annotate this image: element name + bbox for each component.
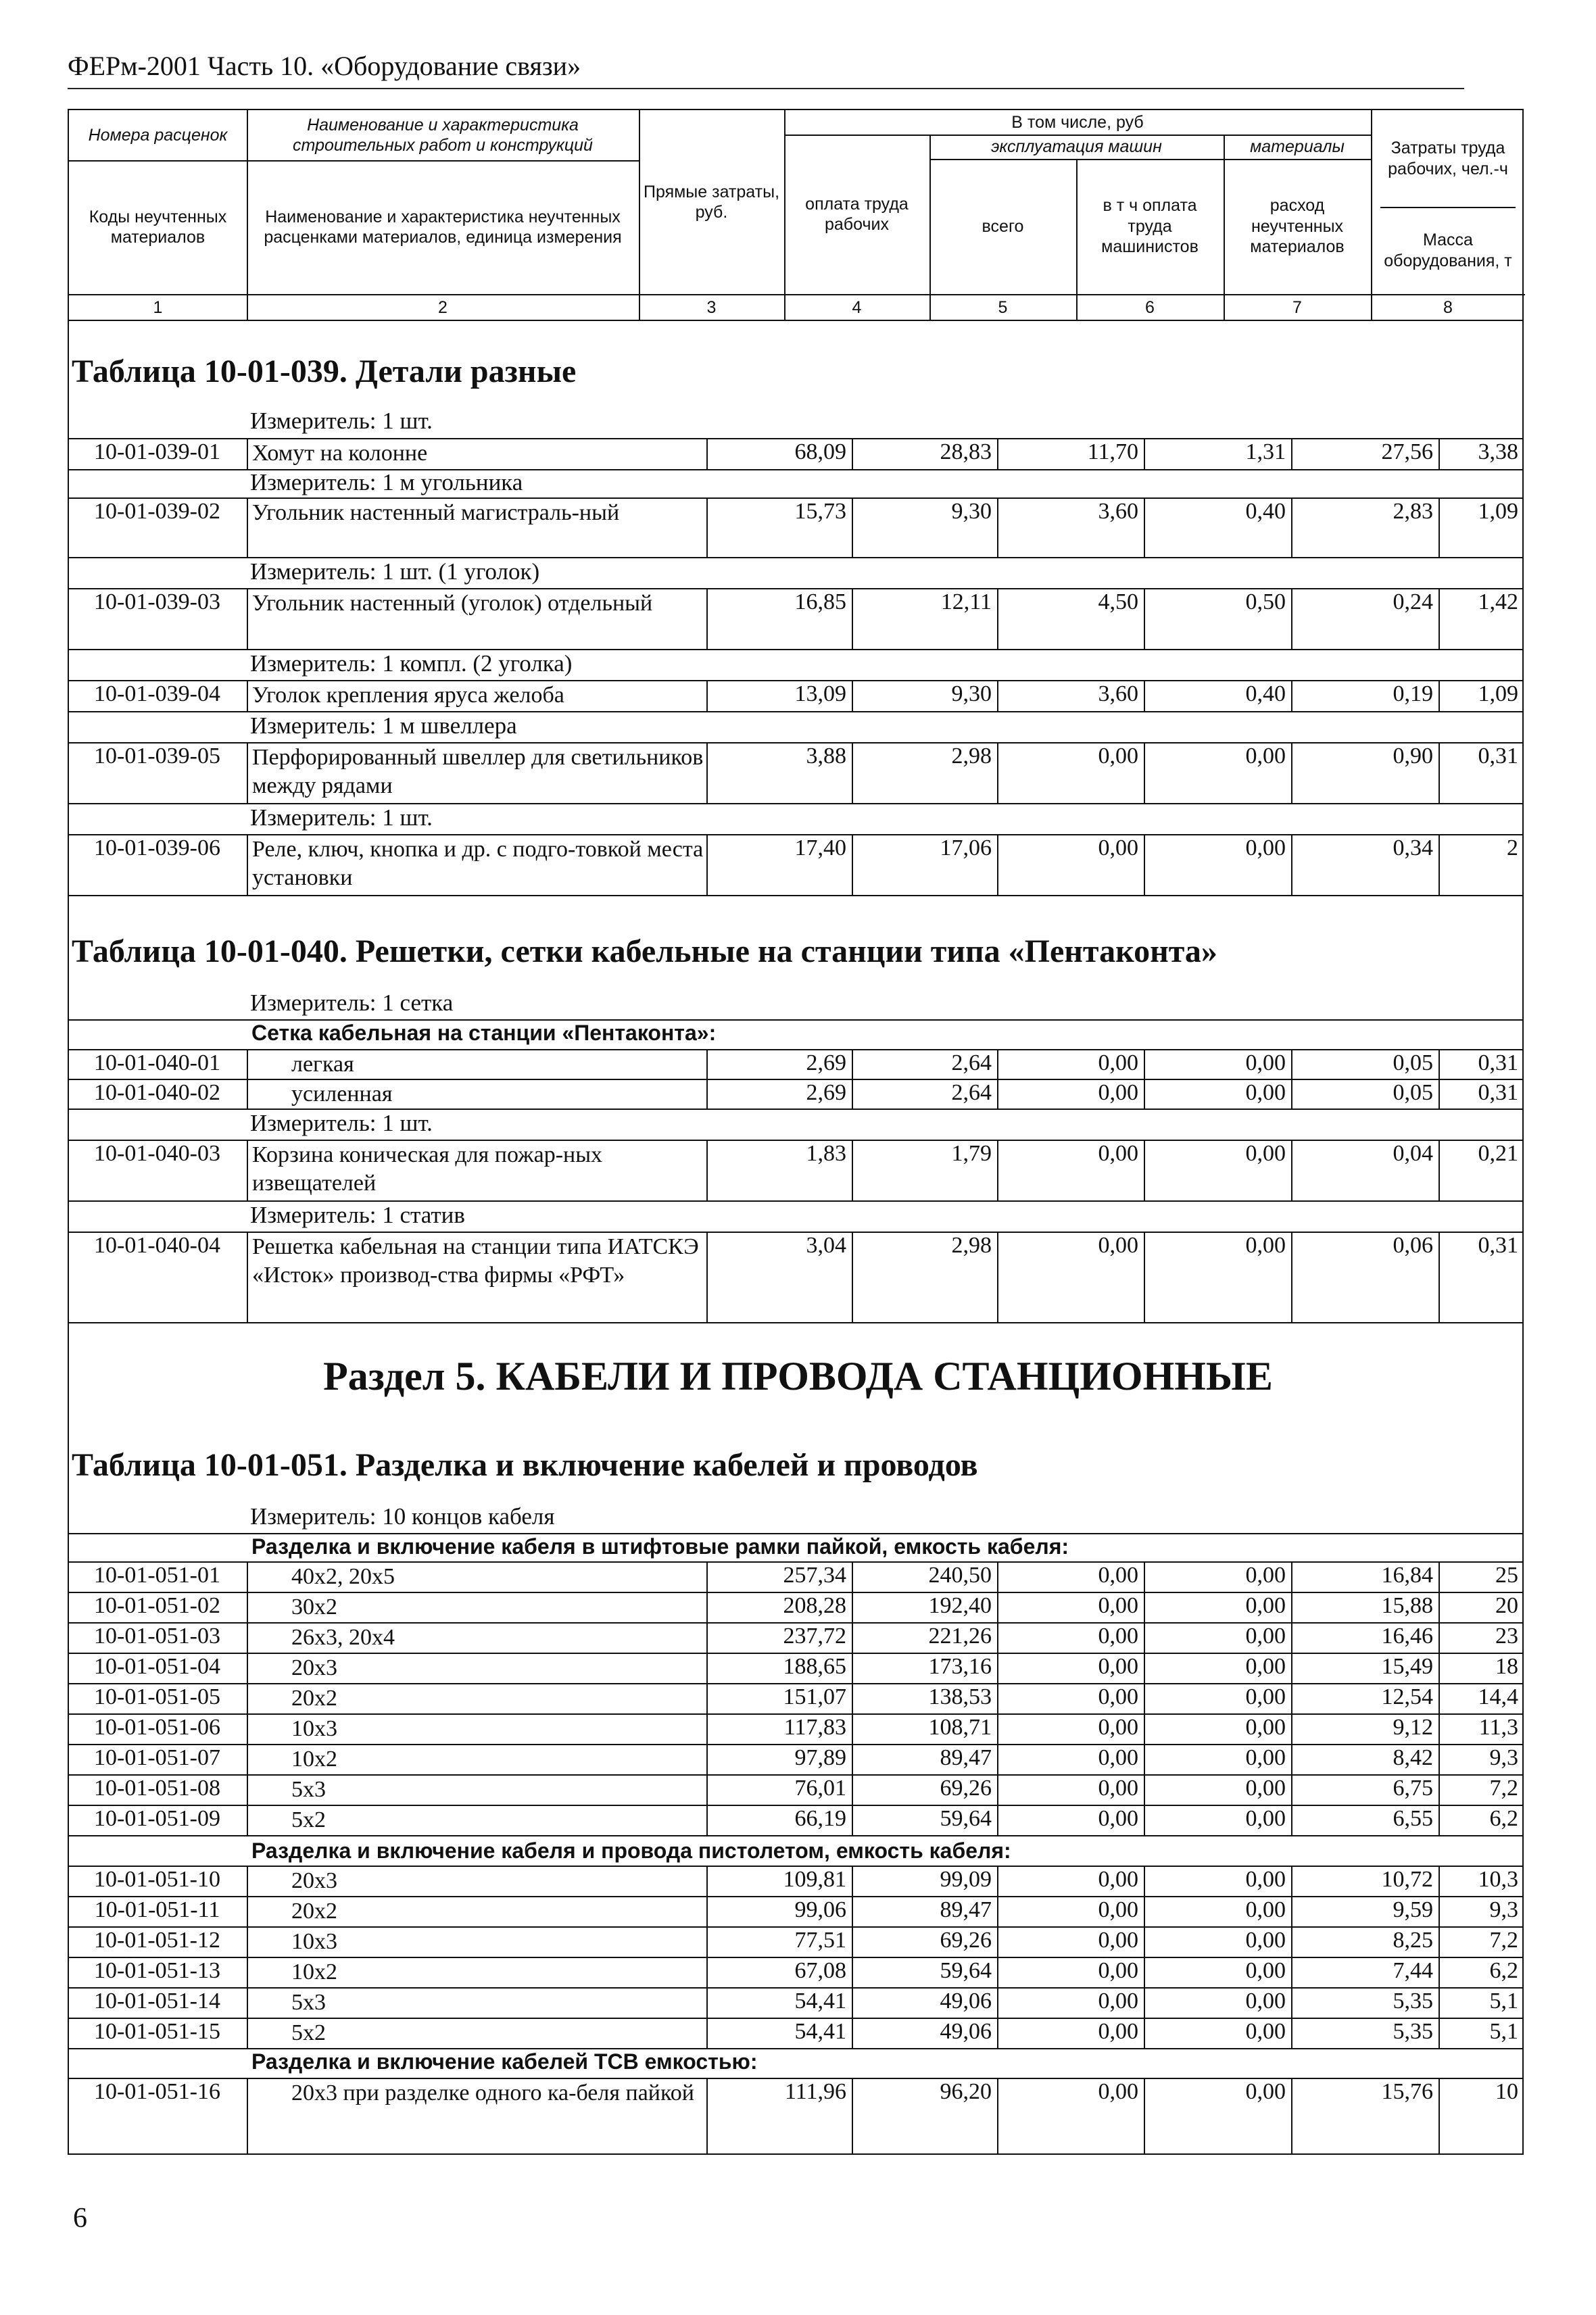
labor-pay-value: 2,98 [852, 1232, 997, 1322]
table-title: Таблица 10-01-051. Разделка и включение кабелей и проводов [72, 1447, 978, 1483]
direct-costs-value: 257,34 [706, 1561, 852, 1592]
rate-name: 20х2 [247, 1683, 706, 1713]
table-row [68, 1926, 1524, 1957]
header-work-name: Наименование и характеристика строительных работ и конструкций [293, 115, 593, 155]
unit-label: Измеритель: 10 концов кабеля [250, 1503, 555, 1530]
machines-value: 0,00 [997, 1140, 1144, 1200]
machines-value: 0,00 [997, 1232, 1144, 1322]
labor-pay-value: 59,64 [852, 1805, 997, 1835]
rate-name: 10х2 [247, 1744, 706, 1774]
materials-value: 9,12 [1291, 1713, 1438, 1744]
table-row [68, 2018, 1524, 2048]
labor-hours-value: 6,2 [1438, 1805, 1524, 1835]
table-row [68, 1774, 1524, 1805]
header-rates-numbers: Номера расценок [88, 125, 228, 145]
direct-costs-value: 208,28 [706, 1592, 852, 1622]
table-row [68, 1592, 1524, 1622]
machinists-value: 0,00 [1144, 1744, 1291, 1774]
materials-value: 16,46 [1291, 1622, 1438, 1653]
direct-costs-value: 237,72 [706, 1622, 852, 1653]
materials-value: 0,24 [1291, 588, 1438, 649]
table-row [68, 1866, 1524, 1896]
labor-pay-value: 69,26 [852, 1926, 997, 1957]
machinists-value: 0,00 [1144, 1896, 1291, 1926]
header-machines-total: всего [982, 216, 1024, 236]
rate-code: 10-01-051-02 [94, 1593, 220, 1618]
direct-costs-value: 2,69 [706, 1079, 852, 1108]
rate-code: 10-01-040-03 [94, 1141, 220, 1166]
labor-hours-value: 0,31 [1438, 1232, 1524, 1322]
labor-pay-value: 17,06 [852, 834, 997, 895]
labor-pay-value: 96,20 [852, 2078, 997, 2155]
machines-value: 0,00 [997, 1622, 1144, 1653]
labor-hours-value: 25 [1438, 1561, 1524, 1592]
machinists-value: 0,00 [1144, 1232, 1291, 1322]
machinists-value: 0,00 [1144, 1622, 1291, 1653]
machines-value: 0,00 [997, 1592, 1144, 1622]
machinists-value: 0,00 [1144, 2078, 1291, 2155]
machinists-value: 0,00 [1144, 1957, 1291, 1987]
direct-costs-value: 3,88 [706, 742, 852, 803]
direct-costs-value: 67,08 [706, 1957, 852, 1987]
materials-value: 0,04 [1291, 1140, 1438, 1200]
labor-pay-value: 69,26 [852, 1774, 997, 1805]
machines-value: 0,00 [997, 1774, 1144, 1805]
direct-costs-value: 151,07 [706, 1683, 852, 1713]
machines-value: 0,00 [997, 1896, 1144, 1926]
header-including: В том числе, руб [1011, 112, 1144, 132]
header-material-codes: Коды неучтенных материалов [89, 207, 227, 247]
materials-value: 5,35 [1291, 1987, 1438, 2018]
rate-code: 10-01-051-13 [94, 1958, 220, 1983]
table-row [68, 742, 1524, 803]
materials-value: 0,34 [1291, 834, 1438, 895]
labor-pay-value: 2,64 [852, 1079, 997, 1108]
rate-code: 10-01-051-06 [94, 1715, 220, 1740]
labor-pay-value: 192,40 [852, 1592, 997, 1622]
machines-value: 0,00 [997, 1987, 1144, 2018]
machinists-value: 0,00 [1144, 1987, 1291, 2018]
rate-name: Угольник настенный магистраль-ный [247, 497, 706, 557]
labor-hours-value: 9,3 [1438, 1896, 1524, 1926]
direct-costs-value: 66,19 [706, 1805, 852, 1835]
materials-value: 27,56 [1291, 438, 1438, 469]
materials-value: 7,44 [1291, 1957, 1438, 1987]
machines-value: 0,00 [997, 1957, 1144, 1987]
machinists-value: 0,00 [1144, 1683, 1291, 1713]
direct-costs-value: 54,41 [706, 2018, 852, 2048]
table-row [68, 438, 1524, 469]
rate-name: 10х2 [247, 1957, 706, 1987]
materials-value: 0,05 [1291, 1079, 1438, 1108]
labor-hours-value: 1,09 [1438, 497, 1524, 557]
machines-value: 0,00 [997, 1926, 1144, 1957]
machines-value: 0,00 [997, 1744, 1144, 1774]
labor-hours-value: 1,09 [1438, 680, 1524, 711]
direct-costs-value: 1,83 [706, 1140, 852, 1200]
rate-code: 10-01-051-01 [94, 1563, 220, 1588]
machines-value: 3,60 [997, 680, 1144, 711]
rate-name: 26х3, 20х4 [247, 1622, 706, 1653]
direct-costs-value: 3,04 [706, 1232, 852, 1322]
table-row [68, 834, 1524, 895]
table-row [68, 1987, 1524, 2018]
machinists-value: 0,00 [1144, 1713, 1291, 1744]
direct-costs-value: 99,06 [706, 1896, 852, 1926]
section-title: Раздел 5. КАБЕЛИ И ПРОВОДА СТАНЦИОННЫЕ [323, 1354, 1273, 1398]
machinists-value: 0,00 [1144, 1140, 1291, 1200]
machinists-value: 0,00 [1144, 1774, 1291, 1805]
rate-code: 10-01-040-04 [94, 1233, 220, 1258]
rate-name: легкая [247, 1049, 706, 1079]
labor-pay-value: 2,64 [852, 1049, 997, 1079]
machinists-value: 0,00 [1144, 1079, 1291, 1108]
rate-code: 10-01-051-04 [94, 1654, 220, 1679]
table-row [68, 1079, 1524, 1108]
table-row [68, 2078, 1524, 2155]
direct-costs-value: 76,01 [706, 1774, 852, 1805]
rate-name: 10х3 [247, 1926, 706, 1957]
machines-value: 0,00 [997, 2018, 1144, 2048]
machinists-value: 0,00 [1144, 2018, 1291, 2048]
machines-value: 4,50 [997, 588, 1144, 649]
page-number: 6 [73, 2203, 87, 2234]
materials-value: 0,90 [1291, 742, 1438, 803]
labor-hours-value: 0,21 [1438, 1140, 1524, 1200]
group-label: Сетка кабельная на станции «Пентаконта»: [251, 1021, 717, 1045]
machinists-value: 0,50 [1144, 588, 1291, 649]
materials-value: 8,25 [1291, 1926, 1438, 1957]
column-number: 6 [1145, 297, 1155, 317]
materials-value: 2,83 [1291, 497, 1438, 557]
labor-pay-value: 59,64 [852, 1957, 997, 1987]
labor-pay-value: 12,11 [852, 588, 997, 649]
machines-value: 3,60 [997, 497, 1144, 557]
direct-costs-value: 77,51 [706, 1926, 852, 1957]
group-label: Разделка и включение кабеля в штифтовые рамки пайкой, емкость кабеля: [251, 1534, 1069, 1559]
labor-hours-value: 20 [1438, 1592, 1524, 1622]
materials-value: 0,06 [1291, 1232, 1438, 1322]
labor-pay-value: 9,30 [852, 680, 997, 711]
header-labor-hours: Затраты труда рабочих, чел.-ч [1388, 139, 1508, 178]
machinists-value: 0,00 [1144, 1866, 1291, 1896]
labor-hours-value: 5,1 [1438, 2018, 1524, 2048]
labor-pay-value: 28,83 [852, 438, 997, 469]
rate-name: 20х3 [247, 1866, 706, 1896]
direct-costs-value: 97,89 [706, 1744, 852, 1774]
rate-name: 10х3 [247, 1713, 706, 1744]
unit-label: Измеритель: 1 шт. [250, 804, 433, 831]
materials-value: 10,72 [1291, 1866, 1438, 1896]
labor-pay-value: 240,50 [852, 1561, 997, 1592]
rate-name: 20х3 при разделке одного ка-беля пайкой [247, 2078, 706, 2155]
machinists-value: 0,00 [1144, 1049, 1291, 1079]
labor-hours-value: 0,31 [1438, 1079, 1524, 1108]
rate-name: Угольник настенный (уголок) отдельный [247, 588, 706, 649]
rate-name: 5х3 [247, 1987, 706, 2018]
rate-code: 10-01-051-15 [94, 2019, 220, 2044]
column-number: 7 [1292, 297, 1302, 317]
machinists-value: 0,00 [1144, 742, 1291, 803]
machines-value: 0,00 [997, 1683, 1144, 1713]
rate-name: Уголок крепления яруса желоба [247, 680, 706, 711]
rate-code: 10-01-051-09 [94, 1806, 220, 1831]
unit-label: Измеритель: 1 компл. (2 уголка) [250, 650, 573, 677]
header-machines: эксплуатация машин [991, 137, 1162, 156]
machines-value: 11,70 [997, 438, 1144, 469]
materials-value: 9,59 [1291, 1896, 1438, 1926]
table-row [68, 1744, 1524, 1774]
rate-code: 10-01-039-06 [94, 835, 220, 860]
direct-costs-value: 188,65 [706, 1653, 852, 1683]
rate-code: 10-01-039-01 [94, 439, 220, 464]
labor-hours-value: 11,3 [1438, 1713, 1524, 1744]
column-number: 2 [438, 297, 448, 317]
table-row [68, 1140, 1524, 1200]
labor-hours-value: 5,1 [1438, 1987, 1524, 2018]
direct-costs-value: 111,96 [706, 2078, 852, 2155]
machinists-value: 0,00 [1144, 1926, 1291, 1957]
page-header: ФЕРм-2001 Часть 10. «Оборудование связи» [68, 51, 581, 81]
labor-hours-value: 0,31 [1438, 742, 1524, 803]
rate-code: 10-01-051-14 [94, 1989, 220, 2014]
rate-code: 10-01-039-02 [94, 499, 220, 524]
rate-code: 10-01-051-08 [94, 1776, 220, 1801]
rate-code: 10-01-051-05 [94, 1684, 220, 1709]
table-row [68, 1896, 1524, 1926]
materials-value: 0,05 [1291, 1049, 1438, 1079]
rate-name: 5х3 [247, 1774, 706, 1805]
labor-pay-value: 89,47 [852, 1744, 997, 1774]
rate-name: 5х2 [247, 1805, 706, 1835]
column-number: 8 [1443, 297, 1453, 317]
column-number: 5 [998, 297, 1008, 317]
labor-pay-value: 49,06 [852, 1987, 997, 2018]
table-row [68, 1653, 1524, 1683]
labor-pay-value: 221,26 [852, 1622, 997, 1653]
table-row [68, 1805, 1524, 1835]
row-rule [68, 895, 1524, 896]
materials-value: 8,42 [1291, 1744, 1438, 1774]
column-number: 3 [706, 297, 717, 317]
materials-value: 15,76 [1291, 2078, 1438, 2155]
direct-costs-value: 17,40 [706, 834, 852, 895]
row-rule [68, 1322, 1524, 1323]
header-materials-consumption: расход неучтенных материалов [1250, 196, 1345, 257]
labor-pay-value: 1,79 [852, 1140, 997, 1200]
machinists-value: 0,00 [1144, 1805, 1291, 1835]
rate-code: 10-01-051-10 [94, 1867, 220, 1892]
materials-value: 6,55 [1291, 1805, 1438, 1835]
labor-hours-value: 23 [1438, 1622, 1524, 1653]
rate-code: 10-01-051-07 [94, 1745, 220, 1770]
rate-name: Хомут на колонне [247, 438, 706, 469]
table-title: Таблица 10-01-040. Решетки, сетки кабельные на станции типа «Пентаконта» [72, 933, 1217, 969]
rate-code: 10-01-039-03 [94, 589, 220, 614]
rate-code: 10-01-040-02 [94, 1080, 220, 1105]
labor-pay-value: 138,53 [852, 1683, 997, 1713]
unit-label: Измеритель: 1 сетка [250, 990, 454, 1016]
machines-value: 0,00 [997, 2078, 1144, 2155]
table-title: Таблица 10-01-039. Детали разные [72, 354, 577, 389]
machinists-value: 0,00 [1144, 834, 1291, 895]
labor-hours-value: 7,2 [1438, 1926, 1524, 1957]
labor-pay-value: 9,30 [852, 497, 997, 557]
labor-hours-value: 14,4 [1438, 1683, 1524, 1713]
direct-costs-value: 15,73 [706, 497, 852, 557]
rate-code: 10-01-051-12 [94, 1928, 220, 1953]
unit-label: Измеритель: 1 м угольника [250, 469, 523, 495]
rate-code: 10-01-039-04 [94, 681, 220, 706]
rate-name: Корзина коническая для пожар-ных извещателей [247, 1140, 706, 1200]
labor-hours-value: 10,3 [1438, 1866, 1524, 1896]
table-row [68, 1049, 1524, 1079]
rate-name: 20х3 [247, 1653, 706, 1683]
group-label: Разделка и включение кабелей ТСВ емкостью: [251, 2049, 758, 2074]
unit-label: Измеритель: 1 шт. (1 уголок) [250, 558, 540, 585]
rate-code: 10-01-051-11 [94, 1897, 220, 1922]
machines-value: 0,00 [997, 1079, 1144, 1108]
machines-value: 0,00 [997, 1561, 1144, 1592]
direct-costs-value: 109,81 [706, 1866, 852, 1896]
labor-hours-value: 7,2 [1438, 1774, 1524, 1805]
materials-value: 5,35 [1291, 2018, 1438, 2048]
header-equipment-mass: Масса оборудования, т [1384, 230, 1512, 270]
table-row [68, 497, 1524, 557]
direct-costs-value: 16,85 [706, 588, 852, 649]
rate-code: 10-01-039-05 [94, 744, 220, 769]
machinists-value: 0,00 [1144, 1653, 1291, 1683]
table-row [68, 1683, 1524, 1713]
machinists-value: 1,31 [1144, 438, 1291, 469]
column-header [68, 109, 1524, 321]
unit-label: Измеритель: 1 м швеллера [250, 712, 517, 739]
labor-pay-value: 99,09 [852, 1866, 997, 1896]
materials-value: 12,54 [1291, 1683, 1438, 1713]
machines-value: 0,00 [997, 742, 1144, 803]
labor-pay-value: 49,06 [852, 2018, 997, 2048]
rate-name: Перфорированный швеллер для светильников между рядами [247, 742, 706, 803]
direct-costs-value: 68,09 [706, 438, 852, 469]
machines-value: 0,00 [997, 1713, 1144, 1744]
unit-label: Измеритель: 1 шт. [250, 1110, 433, 1136]
unit-label: Измеритель: 1 шт. [250, 408, 433, 434]
direct-costs-value: 13,09 [706, 680, 852, 711]
materials-value: 0,19 [1291, 680, 1438, 711]
rate-name: Реле, ключ, кнопка и др. с подго-товкой места установки [247, 834, 706, 895]
header-materials: материалы [1250, 137, 1345, 156]
rate-code: 10-01-051-03 [94, 1624, 220, 1649]
labor-hours-value: 9,3 [1438, 1744, 1524, 1774]
rate-name: 40х2, 20х5 [247, 1561, 706, 1592]
group-label: Разделка и включение кабеля и провода пистолетом, емкость кабеля: [251, 1838, 1011, 1863]
row-rule [68, 1835, 1524, 1836]
materials-value: 15,49 [1291, 1653, 1438, 1683]
materials-value: 16,84 [1291, 1561, 1438, 1592]
header-machinists-pay: в т ч оплата труда машинистов [1101, 196, 1199, 257]
table-row [68, 1713, 1524, 1744]
unit-label: Измеритель: 1 статив [250, 1202, 465, 1228]
labor-hours-value: 10 [1438, 2078, 1524, 2155]
table-row [68, 588, 1524, 649]
machines-value: 0,00 [997, 1049, 1144, 1079]
direct-costs-value: 117,83 [706, 1713, 852, 1744]
table-row [68, 1561, 1524, 1592]
rate-code: 10-01-051-16 [94, 2079, 220, 2104]
column-number: 4 [852, 297, 862, 317]
table-row [68, 680, 1524, 711]
table-row [68, 1622, 1524, 1653]
labor-hours-value: 2 [1438, 834, 1524, 895]
rate-name: Решетка кабельная на станции типа ИАТСКЭ «Исток» производ-ства фирмы «РФТ» [247, 1232, 706, 1322]
labor-hours-value: 3,38 [1438, 438, 1524, 469]
labor-hours-value: 0,31 [1438, 1049, 1524, 1079]
materials-value: 6,75 [1291, 1774, 1438, 1805]
materials-value: 15,88 [1291, 1592, 1438, 1622]
table-row [68, 1232, 1524, 1322]
machines-value: 0,00 [997, 1653, 1144, 1683]
labor-hours-value: 18 [1438, 1653, 1524, 1683]
rate-name: 30х2 [247, 1592, 706, 1622]
labor-hours-value: 6,2 [1438, 1957, 1524, 1987]
machinists-value: 0,00 [1144, 1561, 1291, 1592]
direct-costs-value: 54,41 [706, 1987, 852, 2018]
rate-name: усиленная [247, 1079, 706, 1108]
header-material-name: Наименование и характеристика неучтенных расценками материалов, единица измерения [264, 207, 622, 247]
table-row [68, 1957, 1524, 1987]
machines-value: 0,00 [997, 1866, 1144, 1896]
direct-costs-value: 2,69 [706, 1049, 852, 1079]
labor-pay-value: 173,16 [852, 1653, 997, 1683]
machinists-value: 0,40 [1144, 497, 1291, 557]
labor-pay-value: 108,71 [852, 1713, 997, 1744]
header-rule [68, 88, 1464, 89]
rate-name: 20х2 [247, 1896, 706, 1926]
machines-value: 0,00 [997, 1805, 1144, 1835]
rate-code: 10-01-040-01 [94, 1050, 220, 1075]
machines-value: 0,00 [997, 834, 1144, 895]
rate-name: 5х2 [247, 2018, 706, 2048]
header-labor-pay: оплата труда рабочих [805, 194, 909, 234]
machinists-value: 0,40 [1144, 680, 1291, 711]
machinists-value: 0,00 [1144, 1592, 1291, 1622]
header-direct-costs: Прямые затраты, руб. [643, 182, 780, 222]
labor-pay-value: 2,98 [852, 742, 997, 803]
column-number: 1 [153, 297, 163, 317]
labor-pay-value: 89,47 [852, 1896, 997, 1926]
labor-hours-value: 1,42 [1438, 588, 1524, 649]
